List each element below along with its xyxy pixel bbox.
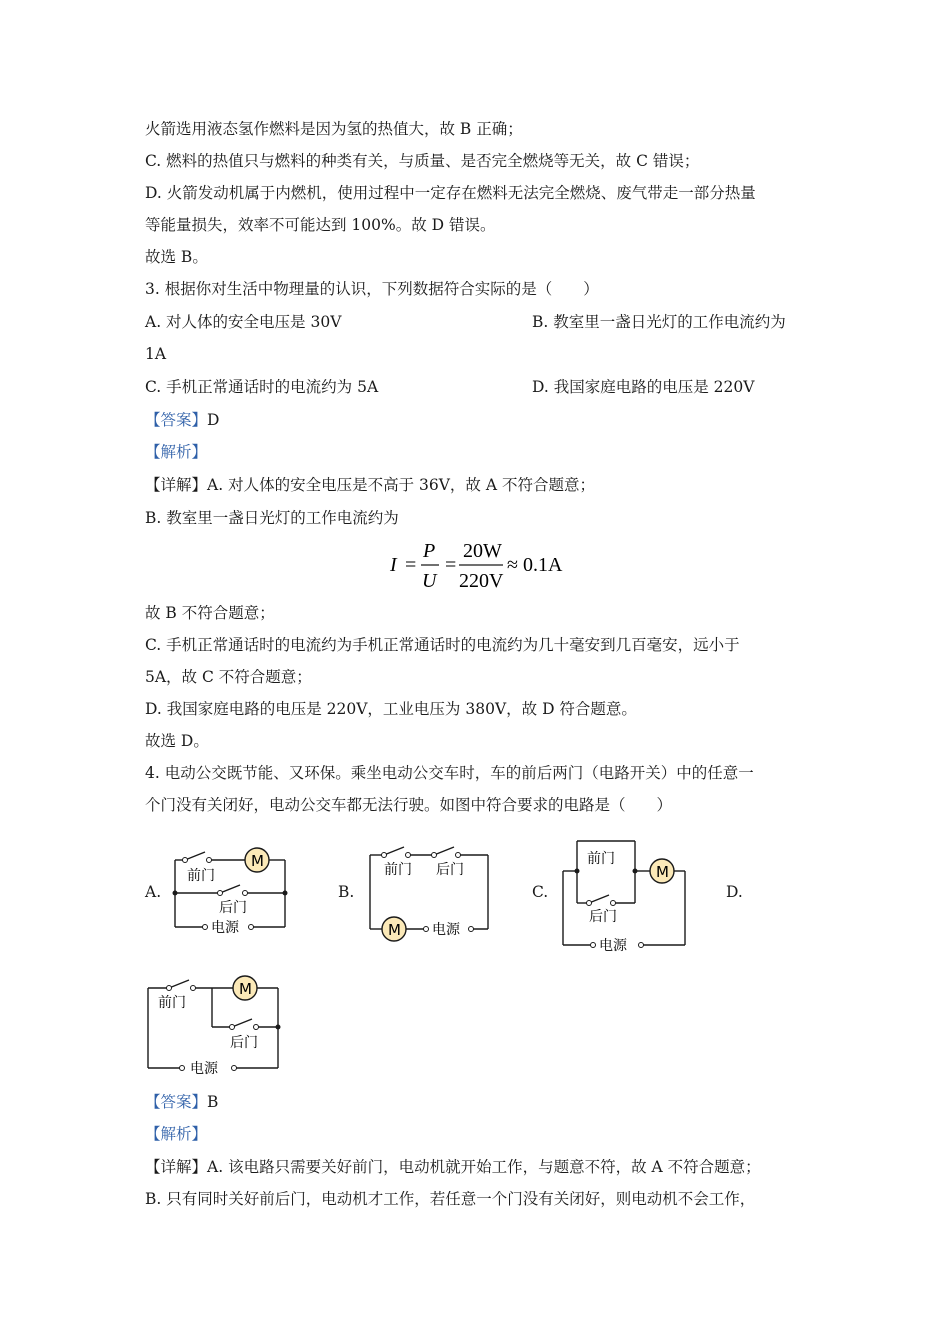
svg-text:=: =: [445, 554, 457, 576]
formula-lhs: I: [390, 554, 397, 576]
back-door-label: 后门: [230, 1035, 258, 1051]
motor-label: M: [239, 980, 252, 998]
text-line: 故选 D。: [145, 732, 209, 750]
detail-tag: 【详解】: [145, 1158, 208, 1176]
option-c-label: C.: [532, 883, 549, 901]
circuit-d: [140, 965, 290, 1080]
answer-tag: 【答案】: [145, 1093, 208, 1111]
option-d: D. 我国家庭电路的电压是 220V: [532, 378, 755, 396]
text-line: 火箭选用液态氢作燃料是因为氢的热值大，故 B 正确；: [145, 120, 523, 138]
text-line: B. 只有同时关好前后门，电动机才工作，若任意一个门没有关闭好，则电动机不会工作，: [145, 1190, 756, 1208]
formula-den2: 220V: [459, 570, 504, 592]
back-door-label: 后门: [436, 862, 464, 878]
text-line: B. 教室里一盏日光灯的工作电流约为: [145, 509, 399, 527]
back-door-label: 后门: [589, 909, 617, 925]
text-line: D. 火箭发动机属于内燃机，使用过程中一定存在燃料无法完全燃烧、废气带走一部分热量: [145, 184, 756, 202]
formula-num1: P: [423, 540, 436, 562]
power-label: 电源: [599, 938, 627, 954]
detail-3: [145, 474, 595, 496]
analysis-tag: 【解析】: [145, 443, 208, 461]
answer-value: B: [207, 1093, 219, 1111]
motor-label: M: [251, 852, 264, 870]
circuit-a: [165, 840, 300, 945]
detail-4: [145, 1156, 761, 1178]
text-line: D. 我国家庭电路的电压是 220V，工业电压为 380V，故 D 符合题意。: [145, 700, 637, 718]
option-b-cont: 1A: [145, 345, 167, 363]
power-label: 电源: [211, 920, 239, 936]
back-door-label: 后门: [219, 900, 247, 916]
detail-text: A. 该电路只需要关好前门，电动机就开始工作，与题意不符，故 A 不符合题意；: [207, 1158, 761, 1176]
text-line: 故 B 不符合题意；: [145, 604, 275, 622]
option-b-label: B.: [338, 883, 355, 901]
analysis-tag: 【解析】: [145, 1125, 208, 1143]
option-c: C. 手机正常通话时的电流约为 5A: [145, 378, 379, 396]
formula-num2: 20W: [463, 540, 502, 562]
answer-tag: 【答案】: [145, 411, 208, 429]
formula-den1: U: [422, 570, 437, 592]
front-door-label: 前门: [158, 995, 186, 1011]
answer-3: [145, 409, 219, 431]
option-a-label: A.: [145, 883, 162, 901]
circuit-c: [555, 835, 695, 960]
option-d-label: D.: [726, 883, 743, 901]
formula-result: 0.1A: [523, 554, 563, 576]
answer-value: D: [207, 411, 220, 429]
analysis-4: [145, 1123, 207, 1145]
detail-text: A. 对人体的安全电压是不高于 36V，故 A 不符合题意；: [207, 476, 595, 494]
text-line: 故选 B。: [145, 248, 208, 266]
question-4: 4. 电动公交既节能、又环保。乘坐电动公交车时，车的前后两门（电路开关）中的任意一: [145, 764, 754, 782]
option-b: B. 教室里一盏日光灯的工作电流约为: [532, 313, 786, 331]
text-line: 5A，故 C 不符合题意；: [145, 668, 312, 686]
text-line: C. 燃料的热值只与燃料的种类有关，与质量、是否完全燃烧等无关，故 C 错误；: [145, 152, 700, 170]
current-formula: [385, 535, 585, 595]
text-line: C. 手机正常通话时的电流约为手机正常通话时的电流约为几十毫安到几百毫安，远小于: [145, 636, 740, 654]
answer-4: [145, 1091, 218, 1113]
front-door-label: 前门: [384, 862, 412, 878]
option-a: A. 对人体的安全电压是 30V: [145, 313, 342, 331]
circuit-b: [360, 840, 495, 945]
front-door-label: 前门: [187, 868, 215, 884]
formula-approx: ≈: [507, 554, 518, 576]
power-label: 电源: [432, 922, 460, 938]
text-line: 等能量损失，效率不可能达到 100%。故 D 错误。: [145, 216, 496, 234]
motor-label: M: [388, 921, 401, 939]
power-label: 电源: [190, 1061, 218, 1077]
svg-text:=: =: [405, 554, 417, 576]
front-door-label: 前门: [587, 851, 615, 867]
analysis-3: [145, 441, 207, 463]
motor-label: M: [656, 863, 669, 881]
question-3: 3. 根据你对生活中物理量的认识，下列数据符合实际的是（ ）: [145, 280, 599, 298]
question-4-cont: 个门没有关闭好，电动公交车都无法行驶。如图中符合要求的电路是（ ）: [145, 796, 673, 814]
detail-tag: 【详解】: [145, 476, 208, 494]
